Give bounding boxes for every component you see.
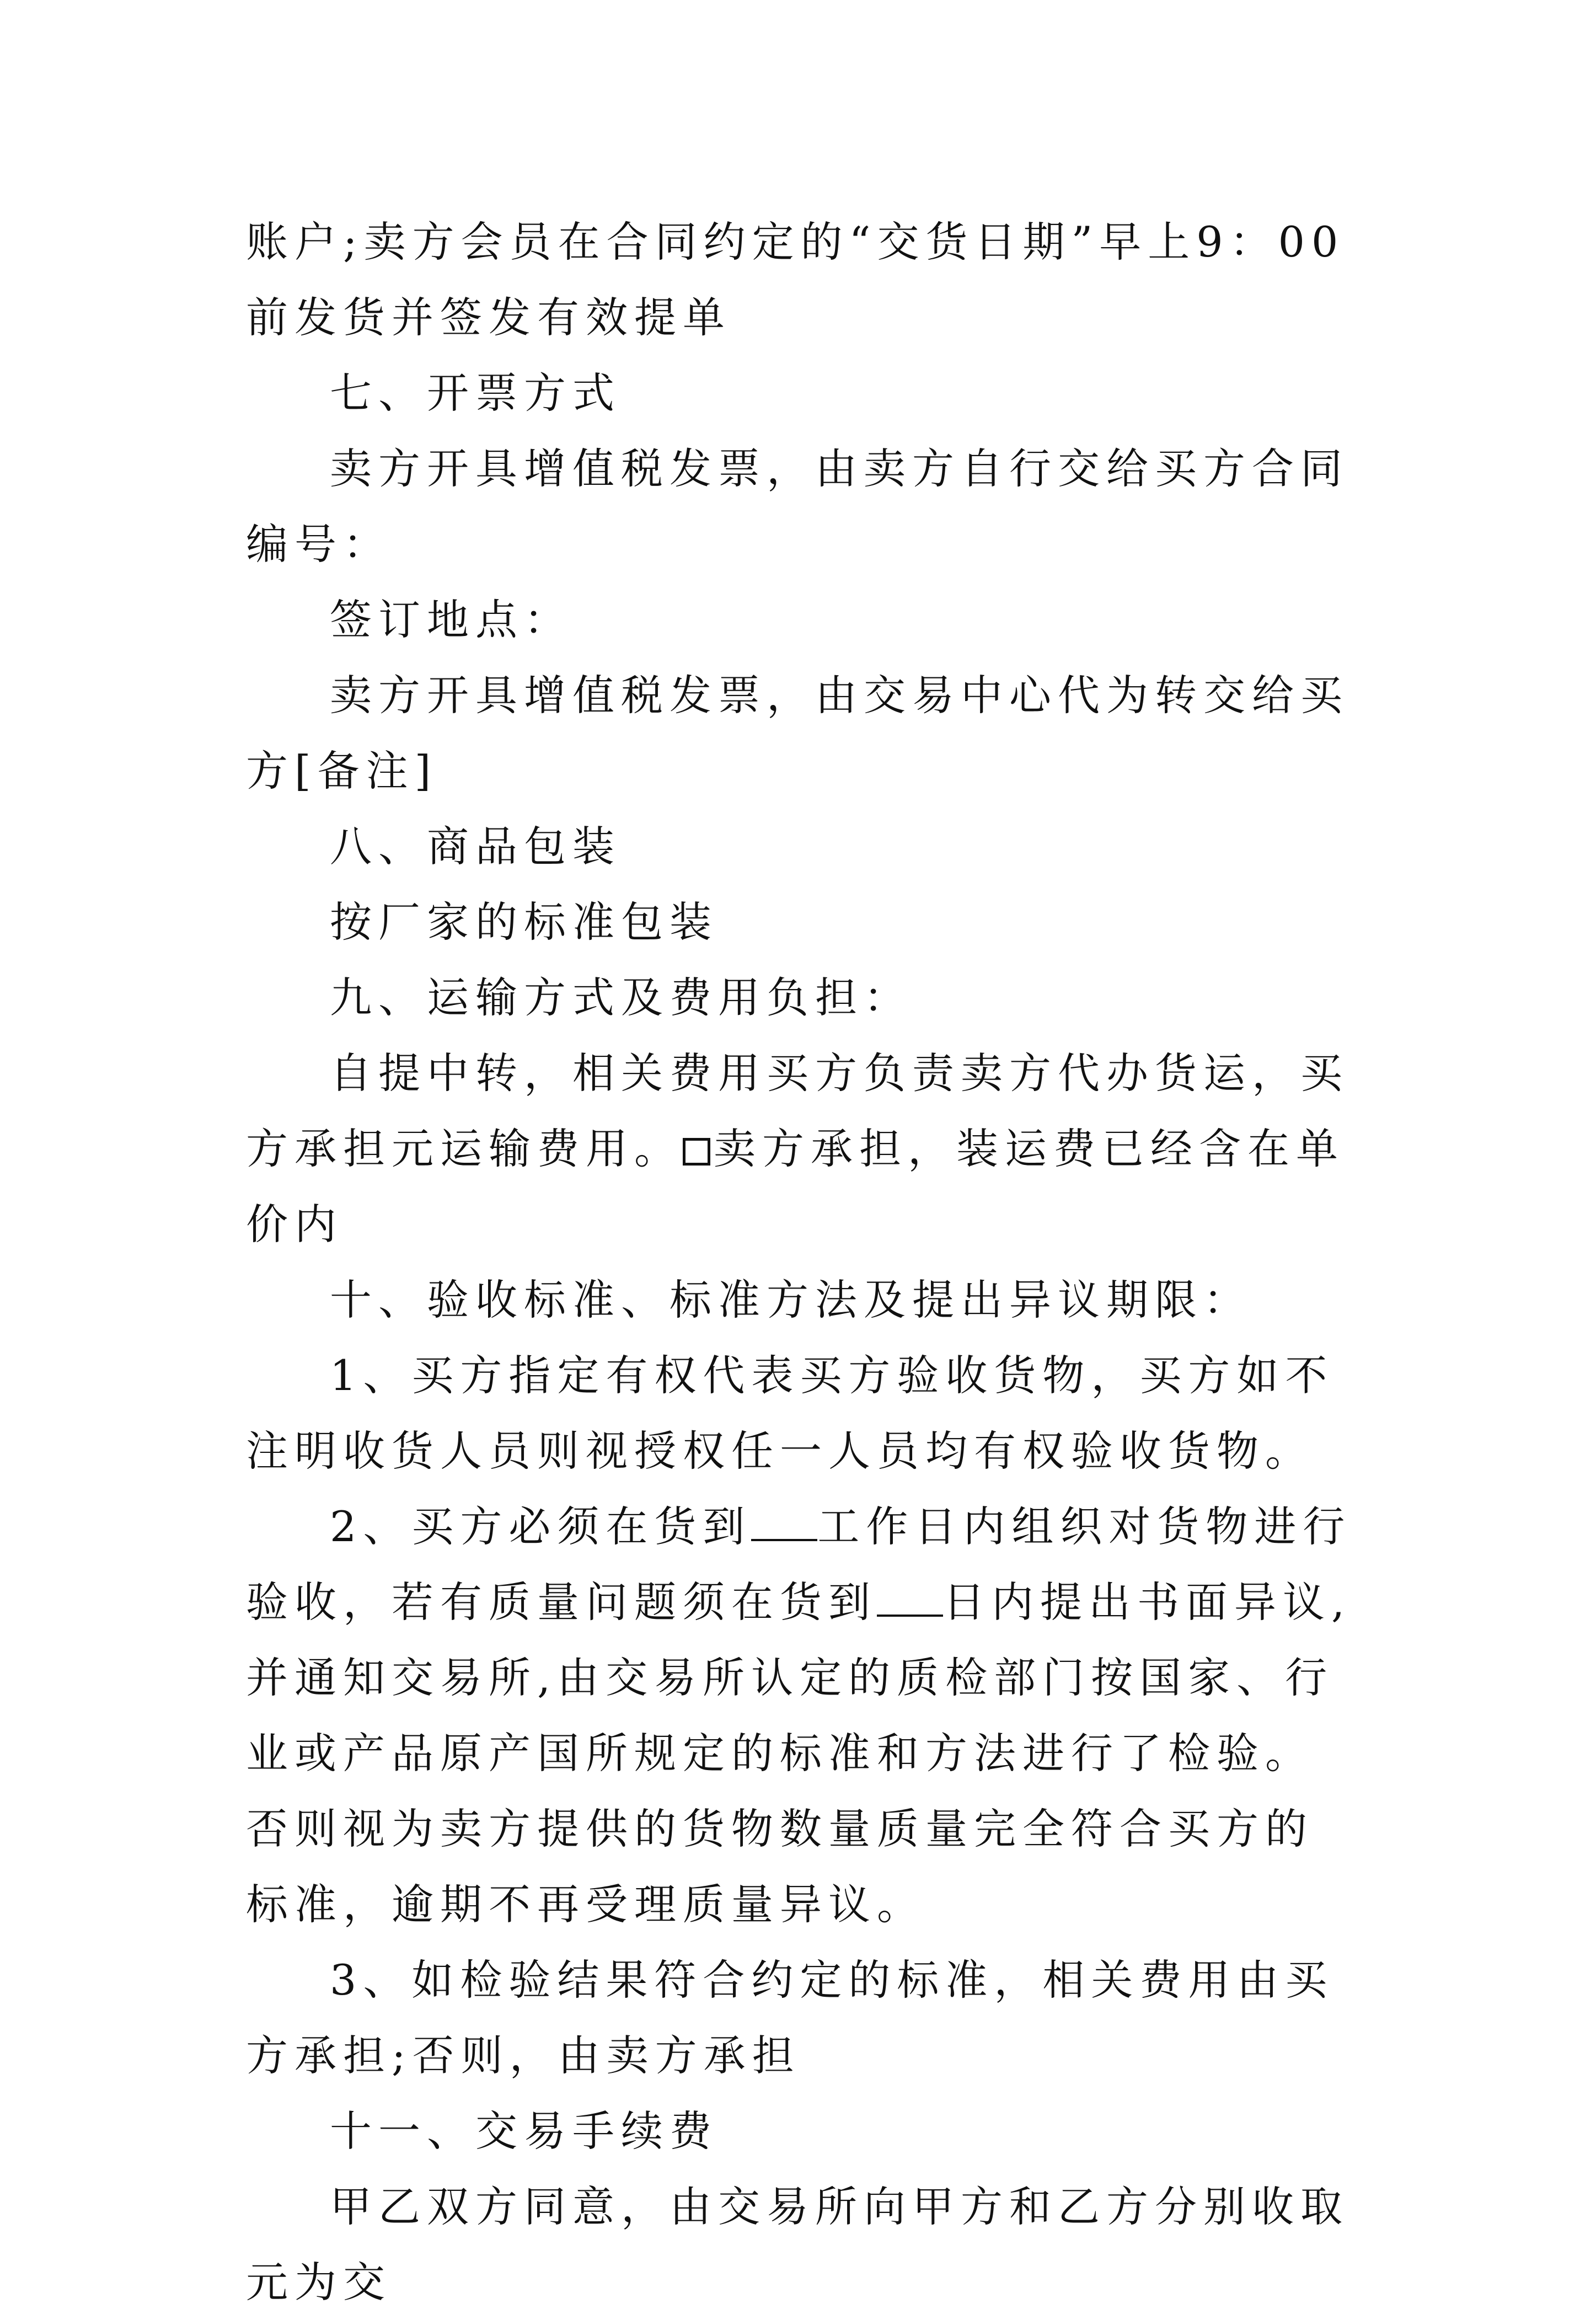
heading-packaging: 八、商品包装	[330, 822, 621, 871]
heading-transport: 九、运输方式及费用负担：	[330, 973, 912, 1022]
paragraph-packaging-standard: 按厂家的标准包装	[330, 897, 718, 947]
transport-text-before: 自提中转，相关费用买方负责卖方代办货运，买方承担元运输费用。	[246, 1049, 1349, 1173]
transport-text-after: 卖方承担，装运费已经含在单价内	[246, 1124, 1345, 1249]
acceptance-2-part2: 工作日内组织对货物进行验收，若有质量问题须在货到	[246, 1502, 1352, 1627]
paragraph-trading-fee: 甲乙双方同意，由交易所向甲方和乙方分别收取元为交	[246, 2182, 1349, 2307]
heading-trading-fee: 十一、交易手续费	[330, 2107, 718, 2156]
heading-acceptance: 十、验收标准、标准方法及提出异议期限：	[330, 1275, 1252, 1324]
acceptance-2-part1: 2、买方必须在货到	[330, 1502, 752, 1551]
acceptance-2-part3: 日内提出书面异议,并通知交易所,由交易所认定的质检部门按国家、行业或产品原产国所规定的标准和方法进行了检验。否则视为卖方提供的货物数量质量完全符合买方的标准，逾期不再受理质量异议。	[246, 1578, 1352, 1929]
heading-invoice-method: 七、开票方式	[330, 368, 621, 418]
paragraph-invoice-center: 卖方开具增值税发票，由交易中心代为转交给买方[备注]	[246, 671, 1349, 795]
blank-field-workdays[interactable]	[751, 1506, 817, 1541]
paragraph-invoice-seller: 卖方开具增值税发票，由卖方自行交给买方合同编号：	[246, 444, 1349, 569]
paragraph-signing-place: 签订地点：	[330, 595, 572, 644]
document-body	[246, 204, 1354, 2320]
blank-field-days[interactable]	[877, 1581, 943, 1617]
paragraph-acceptance-1: 1、买方指定有权代表买方验收货物，买方如不注明收货人员则视授权任一人员均有权验收货物。	[246, 1351, 1334, 1476]
paragraph-acceptance-3: 3、如检验结果符合约定的标准，相关费用由买方承担;否则，由卖方承担	[246, 1955, 1334, 2080]
paragraph-acceptance-2	[246, 1489, 1354, 1942]
checkbox-icon[interactable]	[683, 1138, 710, 1166]
paragraph-transport-terms	[246, 1035, 1354, 1262]
paragraph-delivery-account: 账户;卖方会员在合同约定的“交货日期”早上9：00前发货并签发有效提单	[246, 217, 1345, 342]
